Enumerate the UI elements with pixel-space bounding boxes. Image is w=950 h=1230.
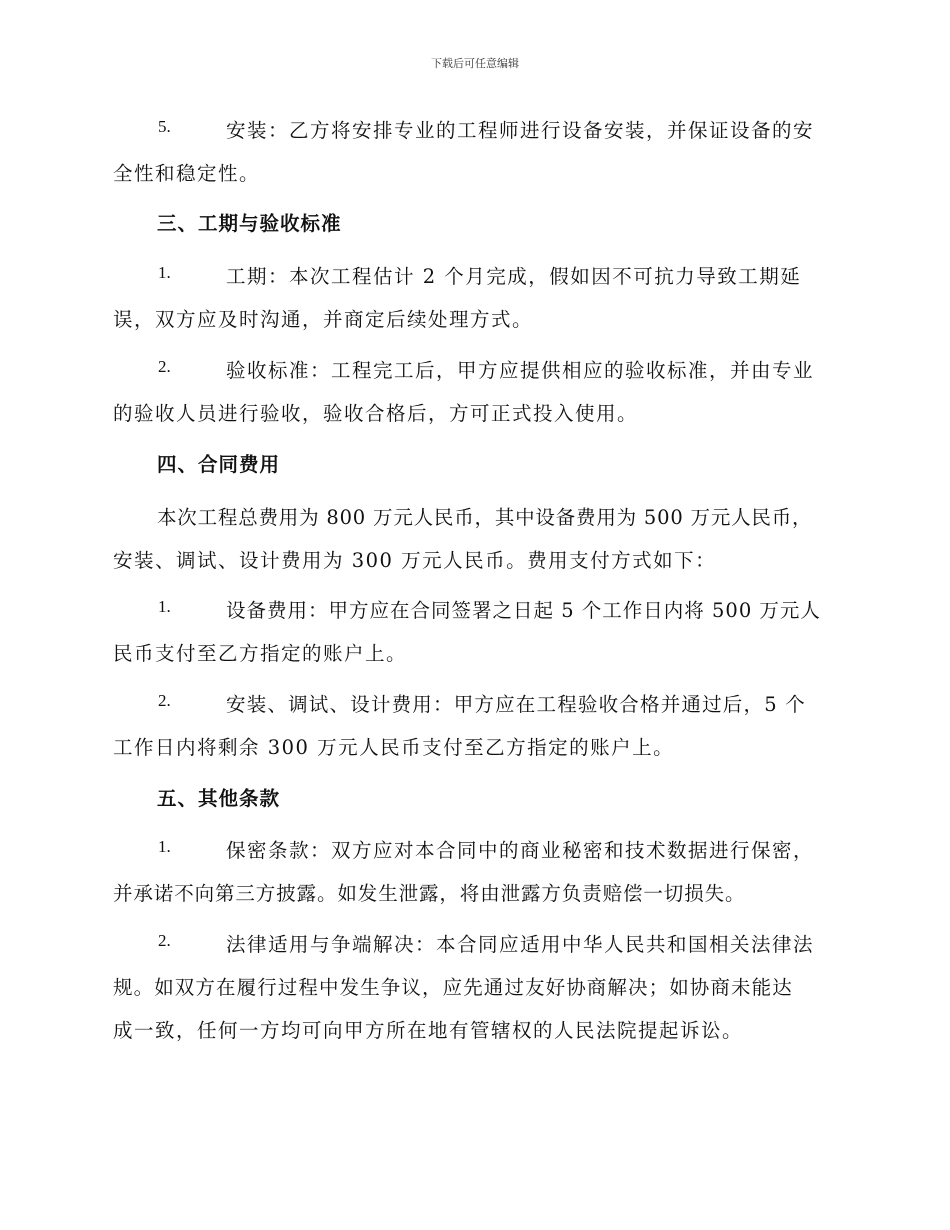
item-number: 1.: [158, 837, 171, 856]
item-text-line: 保密条款：双方应对本合同中的商业秘密和技术数据进行保密，: [226, 839, 815, 862]
section-heading-4: 四、合同费用: [157, 453, 281, 476]
item-text-line: 的验收人员进行验收，验收合格后，方可正式投入使用。: [113, 402, 639, 425]
item-number: 5.: [158, 117, 171, 136]
section-heading-3: 三、工期与验收标准: [157, 212, 342, 235]
item-text-line: 安装、调试、设计费用：甲方应在工程验收合格并通过后，5 个: [226, 693, 806, 716]
item-text-line: 全性和稳定性。: [113, 162, 261, 185]
item-text-line: 成一致，任何一方均可向甲方所在地有管辖权的人民法院提起诉讼。: [113, 1019, 744, 1042]
intro-text-line: 本次工程总费用为 800 万元人民币，其中设备费用为 500 万元人民币，: [157, 506, 813, 529]
intro-text-line: 安装、调试、设计费用为 300 万元人民币。费用支付方式如下：: [113, 549, 717, 572]
item-text-line: 规。如双方在履行过程中发生争议，应先通过友好协商解决；如协商未能达: [113, 976, 793, 999]
item-text-line: 工期：本次工程估计 2 个月完成，假如因不可抗力导致工期延: [226, 265, 802, 288]
item-text-line: 工作日内将剩余 300 万元人民币支付至乙方指定的账户上。: [113, 736, 675, 759]
item-number: 1.: [158, 597, 171, 616]
item-text-line: 安装：乙方将安排专业的工程师进行设备安装，并保证设备的安: [226, 119, 815, 142]
item-text-line: 设备费用：甲方应在合同签署之日起 5 个工作日内将 500 万元人: [226, 599, 821, 622]
item-text-line: 验收标准：工程完工后，甲方应提供相应的验收标准，并由专业: [226, 359, 815, 382]
section-heading-5: 五、其他条款: [157, 787, 281, 810]
item-number: 2.: [158, 357, 171, 376]
item-text-line: 误，双方应及时沟通，并商定后续处理方式。: [113, 308, 534, 331]
page-header: 下载后可任意编辑: [431, 57, 519, 70]
item-text-line: 并承诺不向第三方披露。如发生泄露，将由泄露方负责赔偿一切损失。: [113, 882, 746, 905]
item-number: 2.: [158, 931, 171, 950]
item-text-line: 民币支付至乙方指定的账户上。: [113, 642, 408, 665]
item-text-line: 法律适用与争端解决：本合同应适用中华人民共和国相关法律法: [226, 933, 815, 956]
item-number: 1.: [158, 263, 171, 282]
item-number: 2.: [158, 691, 171, 710]
